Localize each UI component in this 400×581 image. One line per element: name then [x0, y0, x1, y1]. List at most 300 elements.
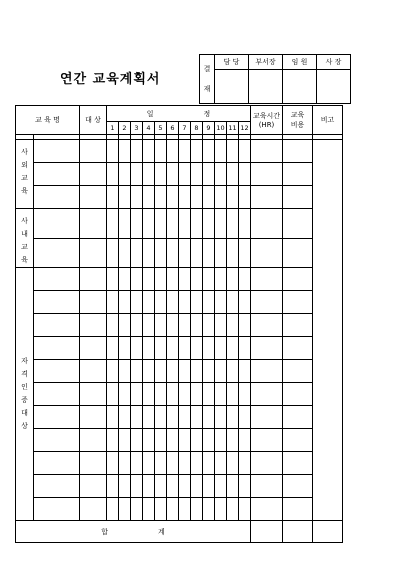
plan-cell[interactable] [227, 268, 239, 291]
plan-cell[interactable] [239, 314, 251, 337]
plan-cell[interactable] [191, 186, 203, 209]
plan-cell[interactable] [179, 337, 191, 360]
plan-cell[interactable] [143, 209, 155, 239]
plan-cell[interactable] [191, 140, 203, 163]
total-cell[interactable] [251, 521, 283, 543]
plan-cell[interactable] [80, 406, 107, 429]
plan-cell[interactable] [203, 475, 215, 498]
plan-cell[interactable] [155, 268, 167, 291]
month-label: 5 [155, 122, 167, 135]
plan-cell[interactable] [80, 383, 107, 406]
plan-cell[interactable] [251, 337, 283, 360]
plan-cell[interactable] [80, 360, 107, 383]
plan-cell[interactable] [143, 360, 155, 383]
plan-cell[interactable] [251, 291, 283, 314]
signature-box[interactable] [215, 70, 249, 104]
plan-cell[interactable] [251, 268, 283, 291]
plan-cell[interactable] [119, 429, 131, 452]
plan-cell[interactable] [131, 475, 143, 498]
plan-cell[interactable] [251, 475, 283, 498]
plan-cell[interactable] [119, 498, 131, 521]
plan-cell[interactable] [80, 314, 107, 337]
plan-cell[interactable] [215, 360, 227, 383]
plan-cell[interactable] [131, 314, 143, 337]
plan-cell[interactable] [203, 268, 215, 291]
plan-cell[interactable] [131, 429, 143, 452]
plan-cell[interactable] [239, 383, 251, 406]
plan-cell[interactable] [143, 383, 155, 406]
plan-cell[interactable] [251, 186, 283, 209]
plan-cell[interactable] [239, 140, 251, 163]
plan-cell[interactable] [239, 337, 251, 360]
plan-cell[interactable] [131, 406, 143, 429]
plan-cell[interactable] [107, 498, 119, 521]
plan-cell[interactable] [215, 475, 227, 498]
plan-cell[interactable] [215, 429, 227, 452]
plan-cell[interactable] [191, 314, 203, 337]
plan-cell[interactable] [107, 314, 119, 337]
plan-cell[interactable] [119, 186, 131, 209]
section-label-char: 육 [21, 187, 28, 195]
plan-cell[interactable] [107, 475, 119, 498]
plan-cell[interactable] [203, 238, 215, 268]
plan-cell[interactable] [191, 452, 203, 475]
plan-cell[interactable] [179, 238, 191, 268]
plan-cell[interactable] [155, 498, 167, 521]
plan-cell[interactable] [215, 268, 227, 291]
plan-cell[interactable] [239, 498, 251, 521]
total-cell[interactable] [283, 521, 313, 543]
plan-cell[interactable] [34, 406, 80, 429]
table-row [16, 360, 343, 383]
plan-cell[interactable] [143, 238, 155, 268]
plan-cell[interactable] [179, 383, 191, 406]
plan-cell[interactable] [131, 209, 143, 239]
plan-cell[interactable] [215, 452, 227, 475]
table-row [16, 291, 343, 314]
plan-cell[interactable] [155, 163, 167, 186]
plan-cell[interactable] [131, 238, 143, 268]
plan-cell[interactable] [119, 291, 131, 314]
plan-cell[interactable] [107, 429, 119, 452]
plan-cell[interactable] [251, 163, 283, 186]
plan-cell[interactable] [203, 140, 215, 163]
plan-cell[interactable] [283, 186, 313, 209]
plan-cell[interactable] [119, 383, 131, 406]
plan-cell[interactable] [215, 238, 227, 268]
total-cell[interactable] [313, 521, 343, 543]
plan-cell[interactable] [155, 314, 167, 337]
plan-cell[interactable] [34, 268, 80, 291]
month-label: 2 [119, 122, 131, 135]
plan-cell[interactable] [119, 268, 131, 291]
plan-cell[interactable] [227, 238, 239, 268]
plan-cell[interactable] [107, 337, 119, 360]
plan-cell[interactable] [155, 360, 167, 383]
plan-cell[interactable] [131, 163, 143, 186]
plan-cell[interactable] [251, 429, 283, 452]
plan-cell[interactable] [167, 452, 179, 475]
plan-cell[interactable] [167, 209, 179, 239]
plan-cell[interactable] [283, 452, 313, 475]
plan-cell[interactable] [215, 163, 227, 186]
plan-cell[interactable] [203, 291, 215, 314]
plan-cell[interactable] [131, 383, 143, 406]
plan-cell[interactable] [107, 383, 119, 406]
plan-cell[interactable] [143, 406, 155, 429]
plan-cell[interactable] [143, 268, 155, 291]
plan-cell[interactable] [203, 452, 215, 475]
plan-cell[interactable] [283, 140, 313, 163]
plan-cell[interactable] [131, 360, 143, 383]
plan-cell[interactable] [227, 475, 239, 498]
plan-cell[interactable] [34, 140, 80, 163]
month-label: 12 [239, 122, 251, 135]
plan-cell[interactable] [119, 475, 131, 498]
plan-cell[interactable] [131, 337, 143, 360]
plan-cell[interactable] [283, 163, 313, 186]
plan-cell[interactable] [283, 406, 313, 429]
table-row [16, 383, 343, 406]
plan-cell[interactable] [155, 406, 167, 429]
plan-cell[interactable] [143, 429, 155, 452]
section-label [16, 268, 34, 521]
table-row [16, 314, 343, 337]
plan-cell[interactable] [191, 209, 203, 239]
plan-cell[interactable] [227, 186, 239, 209]
plan-cell[interactable] [107, 140, 119, 163]
section-label [16, 140, 34, 209]
plan-cell[interactable] [251, 238, 283, 268]
plan-cell[interactable] [107, 291, 119, 314]
plan-cell[interactable] [167, 383, 179, 406]
plan-cell[interactable] [80, 163, 107, 186]
plan-cell[interactable] [80, 238, 107, 268]
plan-cell[interactable] [283, 238, 313, 268]
approval-role-executive: 임 원 [283, 55, 317, 70]
section-label-char: 교 [21, 243, 28, 251]
plan-cell[interactable] [283, 314, 313, 337]
plan-cell[interactable] [131, 291, 143, 314]
plan-cell[interactable] [179, 452, 191, 475]
plan-cell[interactable] [155, 475, 167, 498]
plan-cell[interactable] [131, 140, 143, 163]
plan-cell[interactable] [34, 291, 80, 314]
plan-cell[interactable] [119, 406, 131, 429]
plan-cell[interactable] [215, 209, 227, 239]
plan-cell[interactable] [34, 429, 80, 452]
plan-cell[interactable] [251, 140, 283, 163]
plan-cell[interactable] [155, 337, 167, 360]
plan-cell[interactable] [119, 209, 131, 239]
section-label-char: 증 [21, 396, 28, 404]
plan-cell[interactable] [167, 140, 179, 163]
plan-cell[interactable] [239, 268, 251, 291]
plan-cell[interactable] [191, 475, 203, 498]
plan-cell[interactable] [215, 291, 227, 314]
plan-cell[interactable] [203, 383, 215, 406]
plan-cell[interactable] [107, 360, 119, 383]
plan-cell[interactable] [167, 475, 179, 498]
plan-cell[interactable] [251, 314, 283, 337]
plan-cell[interactable] [155, 186, 167, 209]
plan-cell[interactable] [215, 186, 227, 209]
plan-cell[interactable] [191, 291, 203, 314]
plan-cell[interactable] [191, 498, 203, 521]
plan-cell[interactable] [283, 429, 313, 452]
table-row [16, 429, 343, 452]
section-label-char: 인 [21, 383, 28, 391]
table-row [16, 406, 343, 429]
plan-cell[interactable] [34, 238, 80, 268]
plan-cell[interactable] [107, 209, 119, 239]
plan-cell[interactable] [155, 140, 167, 163]
plan-cell[interactable] [107, 406, 119, 429]
plan-cell[interactable] [155, 383, 167, 406]
plan-cell[interactable] [227, 429, 239, 452]
plan-cell[interactable] [179, 186, 191, 209]
section-label-char: 대 [21, 409, 28, 417]
plan-cell[interactable] [119, 314, 131, 337]
plan-cell[interactable] [34, 452, 80, 475]
plan-cell[interactable] [227, 291, 239, 314]
plan-cell[interactable] [191, 429, 203, 452]
plan-cell[interactable] [80, 429, 107, 452]
plan-cell[interactable] [143, 314, 155, 337]
section-label-char: 자 [21, 357, 28, 365]
plan-cell[interactable] [80, 452, 107, 475]
plan-cell[interactable] [167, 186, 179, 209]
plan-cell[interactable] [80, 291, 107, 314]
plan-cell[interactable] [119, 452, 131, 475]
plan-cell[interactable] [283, 337, 313, 360]
plan-cell[interactable] [227, 360, 239, 383]
plan-cell[interactable] [227, 314, 239, 337]
plan-cell[interactable] [203, 163, 215, 186]
plan-cell[interactable] [167, 314, 179, 337]
plan-cell[interactable] [107, 238, 119, 268]
plan-cell[interactable] [155, 209, 167, 239]
plan-cell[interactable] [251, 360, 283, 383]
plan-cell[interactable] [283, 209, 313, 239]
plan-cell[interactable] [80, 498, 107, 521]
plan-cell[interactable] [283, 360, 313, 383]
table-row [16, 209, 343, 239]
plan-cell[interactable] [155, 291, 167, 314]
plan-cell[interactable] [227, 140, 239, 163]
plan-cell[interactable] [215, 498, 227, 521]
plan-cell[interactable] [167, 406, 179, 429]
header-cost: 교육 비용 [283, 106, 313, 135]
plan-cell[interactable] [179, 406, 191, 429]
plan-cell[interactable] [203, 314, 215, 337]
plan-cell[interactable] [107, 186, 119, 209]
plan-cell[interactable] [227, 337, 239, 360]
plan-cell[interactable] [179, 498, 191, 521]
plan-cell[interactable] [179, 268, 191, 291]
plan-cell[interactable] [251, 383, 283, 406]
plan-cell[interactable] [167, 268, 179, 291]
plan-cell[interactable] [107, 452, 119, 475]
plan-cell[interactable] [179, 291, 191, 314]
divider-cell [313, 135, 343, 140]
plan-cell[interactable] [167, 498, 179, 521]
plan-cell[interactable] [179, 475, 191, 498]
plan-cell[interactable] [215, 337, 227, 360]
plan-cell[interactable] [283, 268, 313, 291]
plan-cell[interactable] [239, 429, 251, 452]
plan-cell[interactable] [251, 452, 283, 475]
header-hours: 교육시간 (HR) [251, 106, 283, 135]
plan-cell[interactable] [239, 209, 251, 239]
plan-cell[interactable] [227, 406, 239, 429]
plan-cell[interactable] [283, 383, 313, 406]
plan-cell[interactable] [167, 429, 179, 452]
table-row [16, 163, 343, 186]
plan-cell[interactable] [215, 383, 227, 406]
plan-cell[interactable] [167, 291, 179, 314]
plan-cell[interactable] [131, 452, 143, 475]
plan-cell[interactable] [179, 429, 191, 452]
plan-cell[interactable] [203, 406, 215, 429]
plan-cell[interactable] [239, 452, 251, 475]
plan-cell[interactable] [191, 268, 203, 291]
plan-cell[interactable] [203, 337, 215, 360]
plan-cell[interactable] [119, 360, 131, 383]
plan-cell[interactable] [191, 337, 203, 360]
total-label: 합 계 [16, 521, 251, 543]
approval-box [199, 54, 351, 104]
plan-cell[interactable] [131, 186, 143, 209]
plan-cell[interactable] [203, 209, 215, 239]
plan-cell[interactable] [227, 498, 239, 521]
plan-cell[interactable] [143, 186, 155, 209]
signature-box[interactable] [249, 70, 283, 104]
plan-cell[interactable] [34, 209, 80, 239]
plan-cell[interactable] [34, 186, 80, 209]
plan-cell[interactable] [239, 291, 251, 314]
plan-cell[interactable] [167, 360, 179, 383]
plan-cell[interactable] [227, 383, 239, 406]
plan-cell[interactable] [34, 337, 80, 360]
plan-cell[interactable] [283, 498, 313, 521]
table-row [16, 337, 343, 360]
plan-cell[interactable] [34, 163, 80, 186]
plan-cell[interactable] [34, 475, 80, 498]
section-label-char: 교 [21, 174, 28, 182]
plan-cell[interactable] [155, 452, 167, 475]
plan-cell[interactable] [179, 314, 191, 337]
plan-cell[interactable] [179, 209, 191, 239]
plan-cell[interactable] [203, 429, 215, 452]
plan-cell[interactable] [143, 140, 155, 163]
plan-cell[interactable] [191, 406, 203, 429]
plan-cell[interactable] [143, 163, 155, 186]
plan-cell[interactable] [179, 140, 191, 163]
plan-cell[interactable] [191, 163, 203, 186]
plan-cell[interactable] [203, 186, 215, 209]
plan-cell[interactable] [239, 475, 251, 498]
plan-cell[interactable] [239, 360, 251, 383]
plan-cell[interactable] [143, 498, 155, 521]
plan-cell[interactable] [239, 406, 251, 429]
plan-cell[interactable] [227, 452, 239, 475]
plan-cell[interactable] [143, 475, 155, 498]
plan-cell[interactable] [80, 475, 107, 498]
plan-cell[interactable] [191, 238, 203, 268]
month-label: 10 [215, 122, 227, 135]
plan-cell[interactable] [131, 268, 143, 291]
plan-cell[interactable] [34, 360, 80, 383]
plan-cell[interactable] [251, 498, 283, 521]
plan-cell[interactable] [179, 360, 191, 383]
month-label: 9 [203, 122, 215, 135]
plan-cell[interactable] [131, 498, 143, 521]
plan-cell[interactable] [251, 406, 283, 429]
plan-cell[interactable] [191, 360, 203, 383]
plan-cell[interactable] [167, 163, 179, 186]
plan-cell[interactable] [80, 186, 107, 209]
signature-box[interactable] [283, 70, 317, 104]
plan-cell[interactable] [203, 498, 215, 521]
plan-cell[interactable] [80, 337, 107, 360]
plan-cell[interactable] [107, 268, 119, 291]
plan-cell[interactable] [283, 475, 313, 498]
plan-cell[interactable] [119, 238, 131, 268]
plan-cell[interactable] [167, 337, 179, 360]
month-label: 4 [143, 122, 155, 135]
plan-cell[interactable] [167, 238, 179, 268]
plan-cell[interactable] [119, 337, 131, 360]
plan-cell[interactable] [80, 209, 107, 239]
plan-cell[interactable] [143, 291, 155, 314]
plan-cell[interactable] [155, 429, 167, 452]
plan-cell[interactable] [34, 498, 80, 521]
plan-cell[interactable] [251, 209, 283, 239]
plan-cell[interactable] [119, 163, 131, 186]
plan-cell[interactable] [80, 140, 107, 163]
plan-cell[interactable] [191, 383, 203, 406]
header-target: 대 상 [80, 106, 107, 135]
plan-cell[interactable] [107, 163, 119, 186]
header-schedule: 일 정 [107, 106, 251, 122]
plan-cell[interactable] [215, 314, 227, 337]
signature-box[interactable] [317, 70, 351, 104]
table-row [16, 268, 343, 291]
plan-cell[interactable] [215, 406, 227, 429]
plan-cell[interactable] [215, 140, 227, 163]
plan-cell[interactable] [34, 383, 80, 406]
plan-cell[interactable] [283, 291, 313, 314]
header-note: 비고 [313, 106, 343, 135]
plan-cell[interactable] [80, 268, 107, 291]
plan-cell[interactable] [227, 209, 239, 239]
section-label-char: 상 [21, 422, 28, 430]
plan-cell[interactable] [239, 186, 251, 209]
plan-cell[interactable] [34, 314, 80, 337]
plan-cell[interactable] [239, 238, 251, 268]
plan-cell[interactable] [203, 360, 215, 383]
section-label-char: 육 [21, 256, 28, 264]
plan-cell[interactable] [119, 140, 131, 163]
plan-cell[interactable] [179, 163, 191, 186]
section-label-char: 외 [21, 161, 28, 169]
plan-cell[interactable] [227, 163, 239, 186]
plan-cell[interactable] [155, 238, 167, 268]
plan-cell[interactable] [143, 337, 155, 360]
plan-cell[interactable] [239, 163, 251, 186]
plan-cell[interactable] [143, 452, 155, 475]
